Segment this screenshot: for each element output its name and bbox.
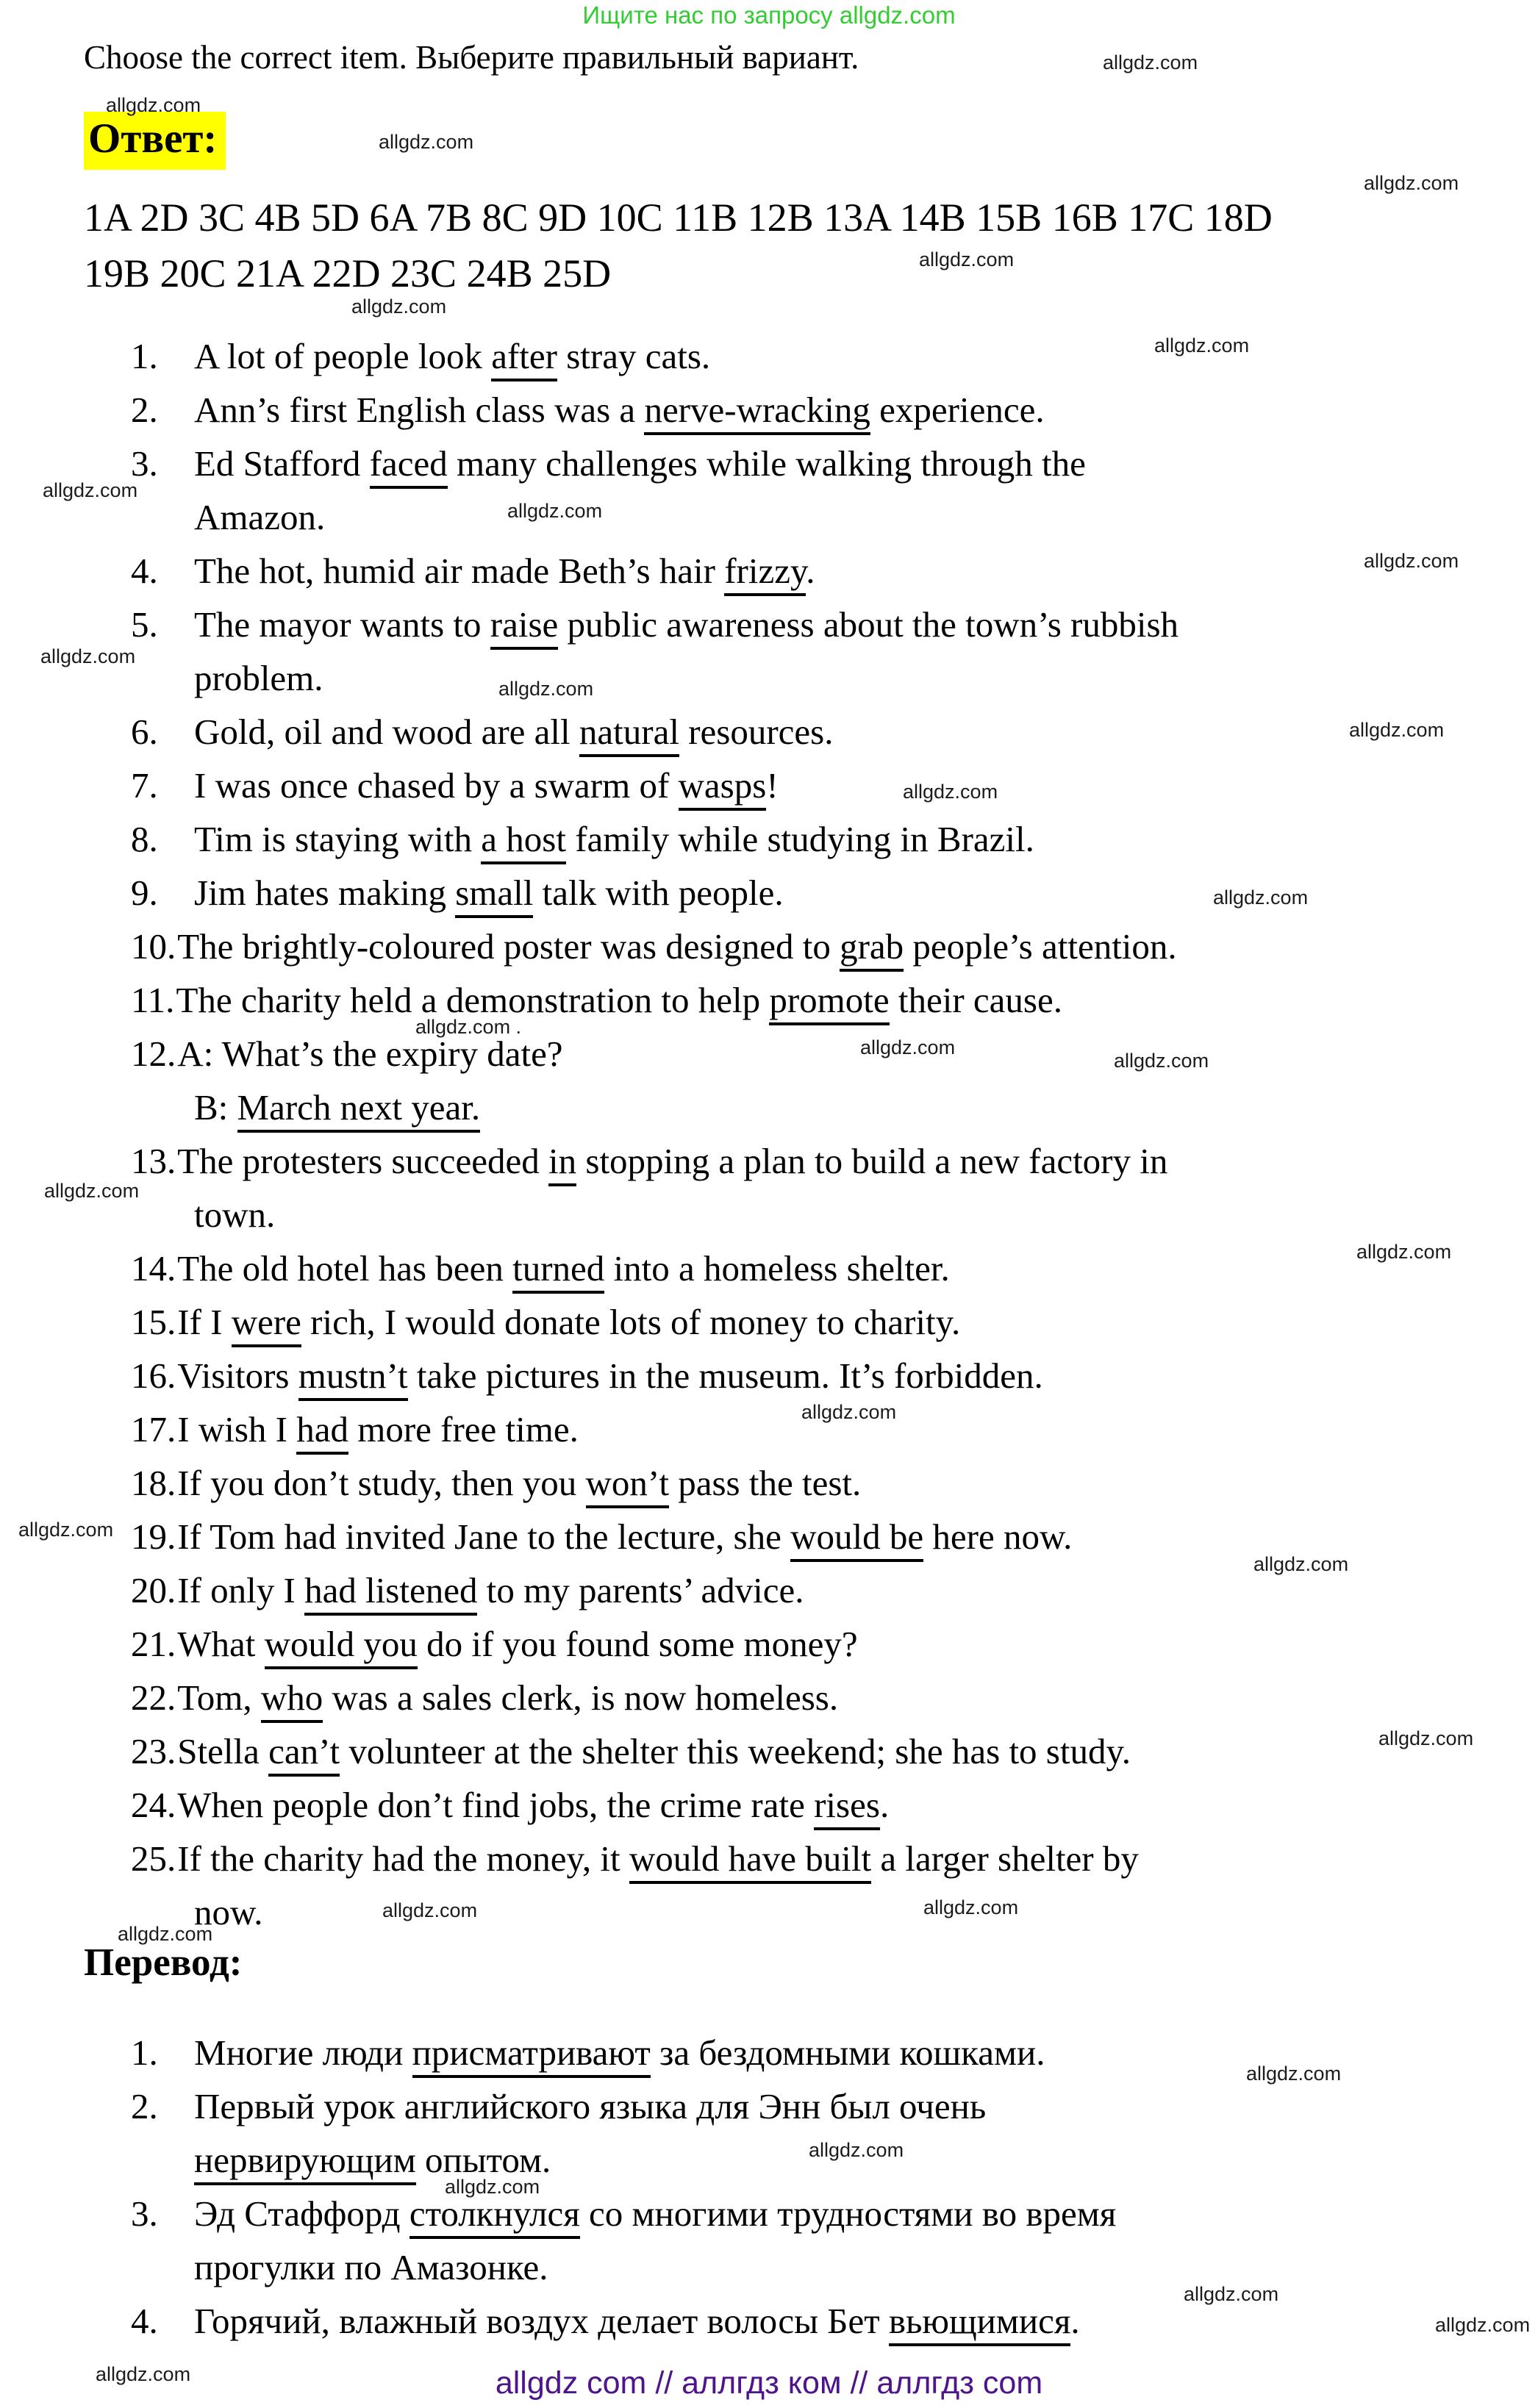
watermark: allgdz.com (445, 2176, 540, 2198)
item-text: If the charity had the money, it would have built a larger shelter by (177, 1838, 1139, 1884)
sentence-item (131, 598, 1538, 651)
sentence-item (131, 812, 1538, 866)
sentence-item (131, 1778, 1538, 1832)
sentence-item (131, 866, 1538, 920)
sentence-item (131, 1724, 1538, 1778)
item-text: A: What’s the expiry date? (177, 1033, 563, 1074)
watermark: allgdz.com (1154, 334, 1250, 356)
sentence-item (131, 544, 1538, 598)
item-text: If you don’t study, then you won’t pass the test. (177, 1463, 861, 1508)
watermark: allgdz.com (1435, 2314, 1531, 2336)
watermark: allgdz.com (507, 500, 603, 522)
watermark: allgdz.com (919, 248, 1015, 270)
item-text: What would you do if you found some money? (177, 1624, 857, 1669)
item-text: The old hotel has been turned into a homeless shelter. (177, 1248, 950, 1294)
item-text: Ann’s first English class was a nerve-wracking experience. (194, 390, 1045, 435)
watermark: allgdz.com (18, 1519, 114, 1541)
sentence-item (131, 1832, 1538, 1885)
item-number: 22. (131, 1677, 176, 1718)
answer-key-line-1: 1A 2D 3C 4B 5D 6A 7B 8C 9D 10C 11B 12B 13A 14B 15B 16B 17C 18D (84, 196, 1273, 240)
watermark: allgdz.com (118, 1923, 213, 1945)
page-title: Choose the correct item. Выберите правильный вариант. (84, 39, 859, 76)
sentence-item (131, 1241, 1538, 1295)
sentence-item (131, 705, 1538, 759)
watermark: allgdz.com (1103, 51, 1198, 74)
item-text: Эд Стаффорд столкнулся со многими трудностями во время (194, 2193, 1116, 2239)
sentence-item (131, 1027, 1538, 1081)
watermark: allgdz.com (1253, 1553, 1349, 1575)
item-text: The mayor wants to raise public awareness about the town’s rubbish (194, 604, 1178, 650)
sentence-item-continuation (131, 1081, 1538, 1134)
sentence-item (131, 1671, 1538, 1724)
item-number: 6. (131, 712, 158, 752)
watermark: allgdz.com (379, 131, 474, 153)
item-number: 23. (131, 1731, 176, 1771)
item-text: town. (194, 1194, 276, 1235)
watermark: allgdz.com (1356, 1241, 1452, 1263)
sentence-item (131, 1617, 1538, 1671)
item-text: Первый урок английского языка для Энн был очень (194, 2086, 987, 2126)
watermark: allgdz.com (351, 295, 447, 318)
watermark: allgdz.com (40, 645, 136, 667)
item-number: 21. (131, 1624, 176, 1664)
item-number: 11. (131, 980, 175, 1020)
sentence-item (131, 2187, 1538, 2240)
item-text: If only I had listened to my parents’ advice. (177, 1570, 804, 1616)
item-number: 4. (131, 2301, 158, 2341)
item-text: The hot, humid air made Beth’s hair frizzy. (194, 551, 815, 596)
item-text: Gold, oil and wood are all natural resources. (194, 712, 833, 757)
item-text: If I were rich, I would donate lots of money to charity. (177, 1302, 960, 1347)
watermark: allgdz.com (498, 678, 594, 700)
item-number: 14. (131, 1248, 176, 1289)
item-number: 18. (131, 1463, 176, 1503)
item-number: 4. (131, 551, 158, 591)
sentence-item-continuation (131, 1885, 1538, 1939)
watermark: allgdz.com (96, 2363, 191, 2385)
watermark: allgdz.com (1378, 1727, 1474, 1749)
sentence-item (131, 1349, 1538, 1402)
item-number: 8. (131, 819, 158, 859)
watermark: allgdz.com . (415, 1016, 522, 1038)
item-text: I was once chased by a swarm of wasps! (194, 765, 779, 811)
item-text: The protesters succeeded in stopping a plan to build a new factory in (177, 1141, 1167, 1186)
watermark: allgdz.com (1246, 2063, 1342, 2085)
sentence-item (131, 759, 1538, 812)
item-text: нервирующим опытом. (194, 2140, 551, 2185)
sentence-item-continuation (131, 2240, 1538, 2294)
item-text: Jim hates making small talk with people. (194, 872, 784, 918)
item-number: 24. (131, 1785, 176, 1825)
item-text: Tim is staying with a host family while studying in Brazil. (194, 819, 1034, 864)
item-number: 15. (131, 1302, 176, 1342)
answer-key-line-2: 19B 20C 21A 22D 23C 24B 25D (84, 251, 612, 295)
item-number: 17. (131, 1409, 176, 1450)
item-text: прогулки по Амазонке. (194, 2247, 548, 2287)
sentence-item (131, 920, 1538, 973)
item-number: 1. (131, 2032, 158, 2073)
watermark: allgdz.com (801, 1401, 897, 1423)
item-text: When people don’t find jobs, the crime rate rises. (177, 1785, 889, 1830)
watermark: allgdz.com (1364, 172, 1459, 194)
watermark: allgdz.com (106, 94, 201, 116)
item-text: Amazon. (194, 497, 326, 537)
item-text: problem. (194, 658, 323, 698)
item-number: 13. (131, 1141, 176, 1181)
item-text: If Tom had invited Jane to the lecture, she would be here now. (177, 1516, 1072, 1562)
item-text: I wish I had more free time. (177, 1409, 579, 1455)
watermark: allgdz.com (903, 781, 998, 803)
watermark: allgdz.com (1364, 550, 1459, 572)
item-number: 7. (131, 765, 158, 806)
watermark: allgdz.com (43, 479, 138, 501)
sentence-item-continuation (131, 1188, 1538, 1241)
sentence-item-continuation (131, 490, 1538, 544)
sentence-item (131, 383, 1538, 437)
sentence-item (131, 973, 1538, 1027)
watermark: allgdz.com (1213, 886, 1309, 909)
item-text: The charity held a demonstration to help promote their cause. (176, 980, 1062, 1025)
sentence-item-continuation (131, 651, 1538, 705)
item-text: Многие люди присматривают за бездомными кошками. (194, 2032, 1045, 2078)
promo-header: Ищите нас по запросу allgdz.com (582, 1, 956, 29)
item-number: 9. (131, 872, 158, 913)
item-text: B: March next year. (194, 1087, 480, 1133)
item-number: 5. (131, 604, 158, 645)
item-text: Visitors mustn’t take pictures in the museum. It’s forbidden. (177, 1355, 1042, 1401)
watermark: allgdz.com (1184, 2283, 1279, 2305)
footer-links: allgdz com // аллгдз ком // аллгдз com (495, 2365, 1043, 2401)
item-text: Ed Stafford faced many challenges while walking through the (194, 443, 1086, 489)
watermark: allgdz.com (809, 2139, 904, 2161)
item-number: 16. (131, 1355, 176, 1396)
item-number: 3. (131, 2193, 158, 2234)
sentence-item (131, 1295, 1538, 1349)
sentence-item (131, 437, 1538, 490)
sentence-item (131, 1456, 1538, 1510)
watermark: allgdz.com (1114, 1050, 1209, 1072)
sentence-item (131, 1134, 1538, 1188)
answer-key (84, 190, 1273, 301)
item-text: Горячий, влажный воздух делает волосы Бет вьющимися. (194, 2301, 1080, 2346)
watermark: allgdz.com (923, 1896, 1019, 1918)
watermark: allgdz.com (860, 1036, 956, 1058)
item-number: 19. (131, 1516, 176, 1557)
item-number: 3. (131, 443, 158, 484)
watermark: allgdz.com (1349, 719, 1445, 741)
sentence-item (131, 2079, 1538, 2133)
item-number: 12. (131, 1033, 176, 1074)
translation-label: Перевод: (84, 1941, 243, 1984)
item-number: 2. (131, 390, 158, 430)
item-text: now. (194, 1892, 263, 1932)
item-number: 20. (131, 1570, 176, 1610)
item-number: 25. (131, 1838, 176, 1879)
item-text: Tom, who was a sales clerk, is now homeless. (177, 1677, 838, 1723)
watermark: allgdz.com (382, 1899, 478, 1921)
item-number: 10. (131, 926, 176, 967)
item-text: The brightly-coloured poster was designed to grab people’s attention. (177, 926, 1176, 972)
sentence-item (131, 2294, 1538, 2348)
english-sentence-list (0, 329, 1538, 1939)
item-text: Stella can’t volunteer at the shelter this weekend; she has to study. (177, 1731, 1131, 1777)
answer-label: Ответ: (84, 112, 226, 170)
watermark: allgdz.com (44, 1180, 140, 1202)
item-number: 1. (131, 336, 158, 376)
item-text: A lot of people look after stray cats. (194, 336, 710, 381)
item-number: 2. (131, 2086, 158, 2126)
sentence-item (131, 329, 1538, 383)
